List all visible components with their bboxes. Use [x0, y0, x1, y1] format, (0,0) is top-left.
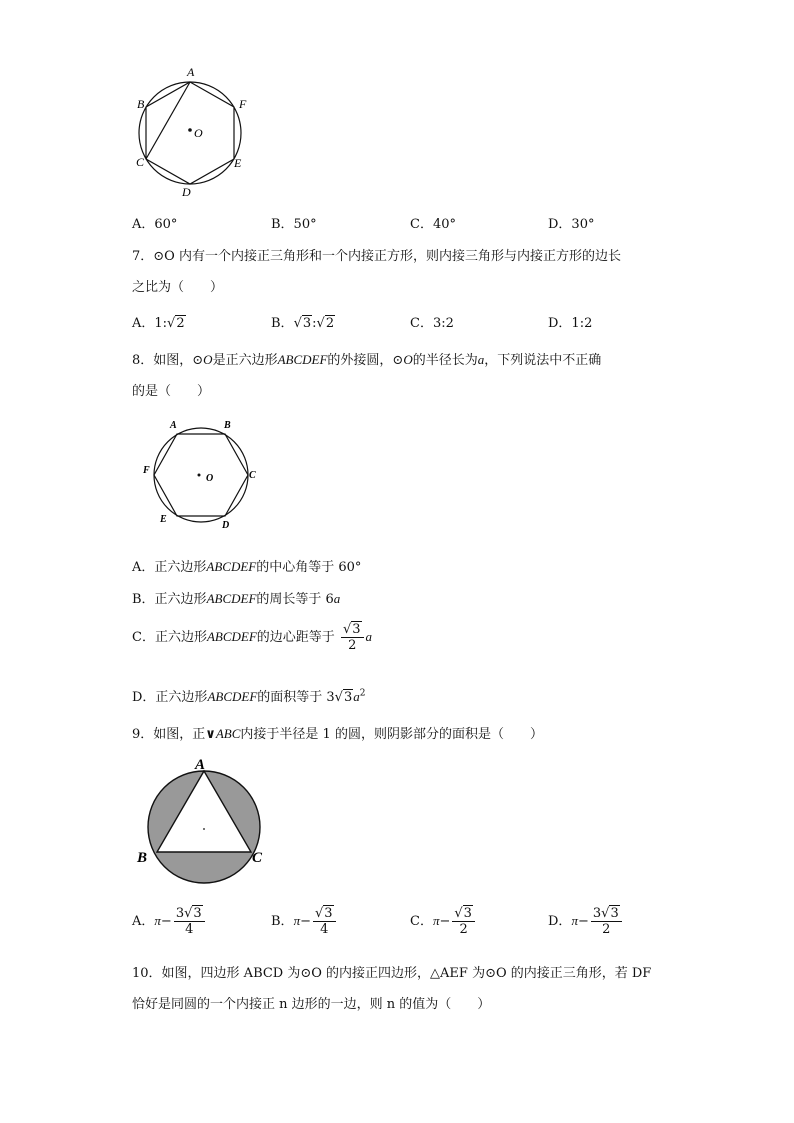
q7-option-b-radicand-2: 2 — [325, 316, 335, 331]
q8-option-b-var: a — [333, 591, 341, 606]
q9-d-rad: 3 — [610, 906, 619, 921]
fig1-label-a: A — [187, 65, 195, 79]
q9-d-label: D． — [548, 914, 572, 929]
sqrt-icon: √ — [334, 690, 343, 705]
q8-option-a-hex: ABCDEF — [206, 559, 257, 574]
sqrt-icon: √ — [167, 316, 176, 331]
sqrt-icon: √ — [293, 316, 302, 331]
q7-option-a[interactable] — [132, 312, 186, 331]
q7-stem-line2: 之比为（ ） — [132, 280, 224, 295]
q9-option-d[interactable] — [548, 906, 624, 937]
q8-var-a: a — [477, 352, 485, 367]
q7-option-a-text: A．1: — [132, 316, 168, 331]
q10-stem-line2: 恰好是同圆的一个内接正 n 边形的一边，则 n 的值为（ ） — [132, 997, 491, 1012]
q9-b-fraction — [313, 906, 336, 937]
q8-hexname: ABCDEF — [277, 352, 328, 367]
q8-stem-line1 — [132, 349, 601, 368]
q9-a-pi: π — [154, 913, 161, 928]
q8-var-o: O — [203, 352, 213, 367]
fig2-label-a: A — [170, 420, 177, 431]
q7-option-b[interactable] — [271, 312, 335, 331]
q7-option-c[interactable]: C．3:2 — [410, 316, 454, 331]
q9-d-pi: π — [571, 913, 578, 928]
q10-stem-line1: 10．如图，四边形 ABCD 为⊙O 的内接正四边形，△AEF 为⊙O 的内接正三角形，若 DF — [132, 966, 652, 981]
q8-option-c-pre: C．正六边形 — [132, 630, 207, 645]
fig3-label-b: B — [137, 850, 148, 866]
q9-a-minus: − — [160, 914, 172, 929]
q8-option-b-hex: ABCDEF — [206, 591, 257, 606]
q9-c-rad: 3 — [463, 906, 472, 921]
fig1-label-d: D — [182, 185, 191, 199]
q8-option-c-post: 的边心距等于 — [256, 630, 335, 645]
fig2-label-c: C — [249, 470, 256, 481]
q7-option-b-radicand-1: 3 — [302, 316, 312, 331]
q9-a-rad: 3 — [193, 906, 202, 921]
sqrt-icon: √ — [316, 316, 325, 331]
q8-option-a-pre: A．正六边形 — [132, 560, 207, 575]
triangle-icon: ∨ — [205, 727, 216, 742]
q9-d-den: 2 — [602, 922, 611, 937]
q9-c-pi: π — [432, 913, 440, 928]
q8-d-exponent: 2 — [359, 688, 366, 699]
q7-option-d[interactable]: D．1:2 — [548, 316, 593, 331]
q9-c-den: 2 — [459, 922, 468, 937]
q8-text-1: 8．如图，⊙ — [132, 353, 204, 368]
q7-stem-line1: 7．⊙O 内有一个内接正三角形和一个内接正方形，则内接三角形与内接正方形的边长 — [132, 249, 621, 264]
sqrt-icon: √ — [342, 622, 352, 637]
fig3-label-c: C — [252, 850, 263, 866]
q9-a-coef: 3 — [175, 906, 185, 921]
q8-option-d-hex: ABCDEF — [207, 689, 258, 704]
fig1-label-o: O — [194, 126, 203, 140]
q9-option-b[interactable] — [271, 906, 338, 937]
q9-c-label: C． — [410, 914, 433, 929]
q8-option-c-fraction — [341, 622, 364, 653]
fig1-label-f: F — [239, 97, 247, 111]
q9-option-c[interactable] — [410, 906, 477, 937]
q9-a-den: 4 — [185, 922, 194, 937]
q9-a-fraction — [174, 906, 205, 937]
q9-d-coef: 3 — [592, 906, 602, 921]
q8-option-d-pre: D．正六边形 — [132, 690, 208, 705]
fig2-label-e: E — [160, 514, 167, 525]
q9-d-fraction — [591, 906, 622, 937]
q9-b-label: B． — [271, 914, 294, 929]
q8-option-c-var: a — [365, 629, 373, 644]
q9-c-fraction — [452, 906, 475, 937]
q6-option-a[interactable]: A．60° — [132, 217, 178, 232]
q8-c-den: 2 — [348, 638, 357, 653]
q9-text-2: 内接于半径是 1 的圆，则阴影部分的面积是（ ） — [240, 727, 543, 742]
fig1-label-e: E — [234, 156, 242, 170]
q8-var-o-2: O — [403, 352, 413, 367]
fig2-label-o: O — [206, 473, 214, 484]
q9-b-rad: 3 — [324, 906, 333, 921]
q8-d-radicand: 3 — [343, 690, 353, 705]
fig2-label-b: B — [224, 420, 231, 431]
q9-text-1: 9．如图，正 — [132, 727, 206, 742]
fig3-label-a: A — [195, 757, 206, 773]
q8-option-d[interactable] — [132, 686, 365, 705]
q8-option-b-pre: B．正六边形 — [132, 592, 207, 607]
q9-tri-name: ABC — [215, 726, 241, 741]
q9-d-minus: − — [577, 914, 589, 929]
q8-option-c-hex: ABCDEF — [206, 629, 257, 644]
q8-option-b[interactable] — [132, 588, 340, 607]
sqrt-icon: √ — [454, 906, 463, 921]
q9-option-a[interactable] — [132, 906, 207, 937]
q8-option-b-post: 的周长等于 6 — [256, 592, 334, 607]
q9-stem — [132, 723, 543, 742]
q8-c-radicand: 3 — [352, 622, 361, 637]
q8-stem-line2: 的是（ ） — [132, 384, 211, 399]
q7-option-b-colon: : — [312, 316, 317, 331]
q8-text-3: 的外接圆，⊙ — [327, 353, 404, 368]
q8-option-c[interactable] — [132, 622, 372, 653]
q8-option-d-post: 的面积等于 3 — [257, 690, 335, 705]
q7-option-b-text: B． — [271, 316, 294, 331]
q6-option-b[interactable]: B．50° — [271, 217, 317, 232]
q8-text-4: 的半径长为 — [412, 353, 478, 368]
fig2-label-f: F — [143, 465, 150, 476]
sqrt-icon: √ — [601, 906, 610, 921]
q8-text-5: ，下列说法中不正确 — [484, 353, 602, 368]
q6-option-c[interactable]: C．40° — [410, 217, 456, 232]
q7-option-a-radicand: 2 — [176, 316, 185, 331]
q9-b-minus: − — [300, 914, 311, 929]
sqrt-icon: √ — [184, 906, 193, 921]
q6-option-d[interactable]: D．30° — [548, 217, 595, 232]
q8-option-a-post: 的中心角等于 60° — [256, 560, 362, 575]
q9-a-label: A． — [132, 914, 155, 929]
q9-b-pi: π — [293, 913, 301, 928]
q8-option-a[interactable] — [132, 556, 361, 575]
fig1-label-c: C — [136, 155, 145, 169]
figure-triangle-circle — [133, 752, 273, 887]
fig2-label-d: D — [222, 520, 230, 531]
q8-text-2: 是正六边形 — [212, 353, 278, 368]
sqrt-icon: √ — [314, 906, 324, 921]
q9-c-minus: − — [439, 914, 451, 929]
q9-b-den: 4 — [320, 922, 329, 937]
fig1-label-b: B — [137, 97, 145, 111]
figure-hexagon-1 — [130, 65, 260, 200]
figure-hexagon-2 — [140, 415, 265, 535]
q8-option-d-var: a — [353, 689, 360, 704]
